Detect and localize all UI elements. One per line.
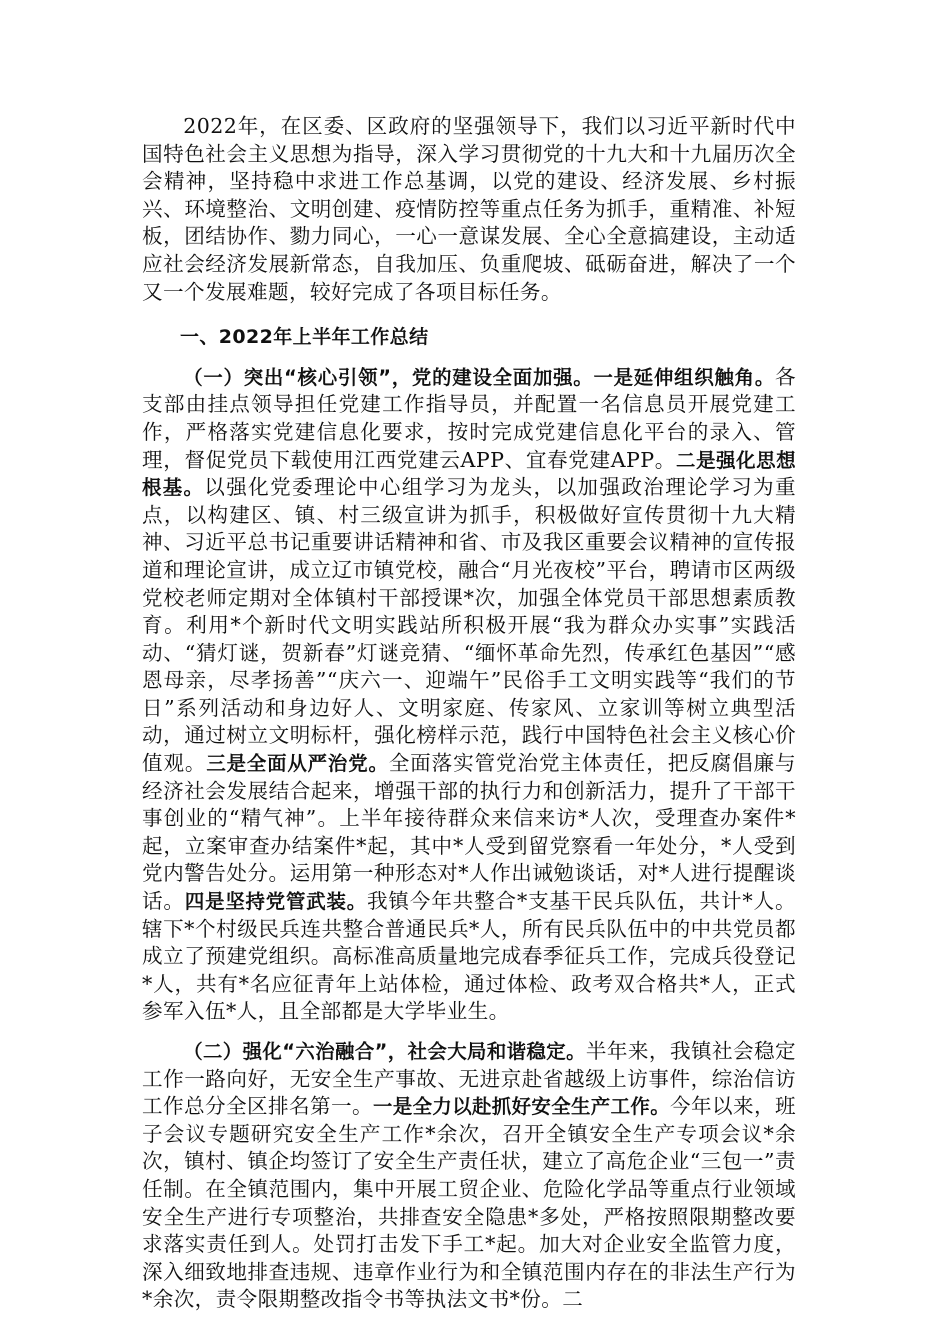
item-2-title: 二是强化思想根基。	[142, 448, 797, 500]
section-2-item-1-text: 今年以来，班子会议专题研究安全生产工作*余次，召开全镇安全生产专项会议*余次，镇村、镇企均签订了安全生产责任状，建立了高危企业“三包一”责任制。在全镇范围内，集中开展工贸企业、危险化学品等重点行业领域安全生产进行专项整治，共排查安全隐患*多处，严格按照限期整改要求落实责任到人。处罚打击发下手工*起。加大对企业安全监管力度，深入细致地排查违规、违章作业行为和全镇范围内存在的非法生产行为*余次，责令限期整改指令书等执法文书*份。二	[142, 1094, 796, 1312]
item-4-text: 我镇今年共整合*支基干民兵队伍，共计*人。辖下*个村级民兵连共整合普通民兵*人，所有民兵队伍中的中共党员都成立了预建党组织。高标准高质量地完成春季征兵工作，完成兵役登记*人，共有*名应征青年上站体检，通过体检、政考双合格共*人，正式参军入伍*人，且全部都是大学毕业生。	[142, 889, 796, 1024]
document-page	[142, 113, 796, 1314]
item-1-text: 各支部由挂点领导担任党建工作指导员，并配置一名信息员开展党建工作，严格落实党建信息化要求，按时完成党建信息化平台的录入、管理，督促党员下载使用江西党建云APP、宜春党建APP。	[142, 364, 796, 472]
section-2-paragraph	[142, 1038, 796, 1314]
section-heading: 一、2022年上半年工作总结	[180, 326, 429, 349]
item-1-title: 一是延伸组织触角。	[593, 365, 775, 389]
item-3-title: 三是全面从严治党。	[206, 752, 389, 776]
item-3-text: 全面落实管党治党主体责任，把反腐倡廉与经济社会发展结合起来，增强干部的执行力和创新活力，提升了干部干事创业的“精气神”。上半年接待群众来信来访*人次，受理查办案件*起，立案审查办结案件*起，其中*人受到留党察看一年处分，*人受到党内警告处分。运用第一种形态对*人作出诫勉谈话，对*人进行提醒谈话。	[142, 751, 796, 914]
section-1-title: （一）突出“核心引领”，党的建设全面加强。	[183, 365, 594, 389]
section-2-item-1-title: 一是全力以赴抓好安全生产工作。	[373, 1095, 670, 1119]
section-2-intro: 半年来，我镇社会稳定工作一路向好，无安全生产事故、无进京赴省越级上访事件，综治信访工作总分全区排名第一。	[142, 1039, 796, 1119]
item-4-title: 四是坚持党管武装。	[184, 890, 367, 914]
intro-paragraph: 2022年，在区委、区政府的坚强领导下，我们以习近平新时代中国特色社会主义思想为指导，深入学习贯彻党的十九大和十九届历次全会精神，坚持稳中求进工作总基调，以党的建设、经济发展、乡村振兴、环境整治、文明创建、疫情防控等重点任务为抓手，重精准、补短板，团结协作、勠力同心，一心一意谋发展、全心全意搞建设，主动适应社会经济发展新常态，自我加压、负重爬坡、砥砺奋进，解决了一个又一个发展难题，较好完成了各项目标任务。	[142, 114, 796, 304]
item-2-text: 以强化党委理论中心组学习为龙头，以加强政治理论学习为重点，以构建区、镇、村三级宣讲为抓手，积极做好宣传贯彻十九大精神、习近平总书记重要讲话精神和省、市及我区重要会议精神的宣传报道和理论宣讲，成立辽市镇党校，融合“月光夜校”平台，聘请市区两级党校老师定期对全体镇村干部授课*次，加强全体党员干部思想素质教育。利用*个新时代文明实践站所积极开展“我为群众办实事”实践活动、“猜灯谜，贺新春”灯谜竞猜、“缅怀革命先烈，传承红色基因”“感恩母亲，尽孝扬善”“庆六一、迎端午”民俗手工文明实践等“我们的节日”系列活动和身边好人、文明家庭、传家风、立家训等树立典型活动，通过树立文明标杆，强化榜样示范，践行中国特色社会主义核心价值观。	[142, 475, 796, 776]
section-1-paragraph	[142, 364, 796, 1026]
section-2-title: （二）强化“六治融合”，社会大局和谐稳定。	[183, 1040, 586, 1063]
